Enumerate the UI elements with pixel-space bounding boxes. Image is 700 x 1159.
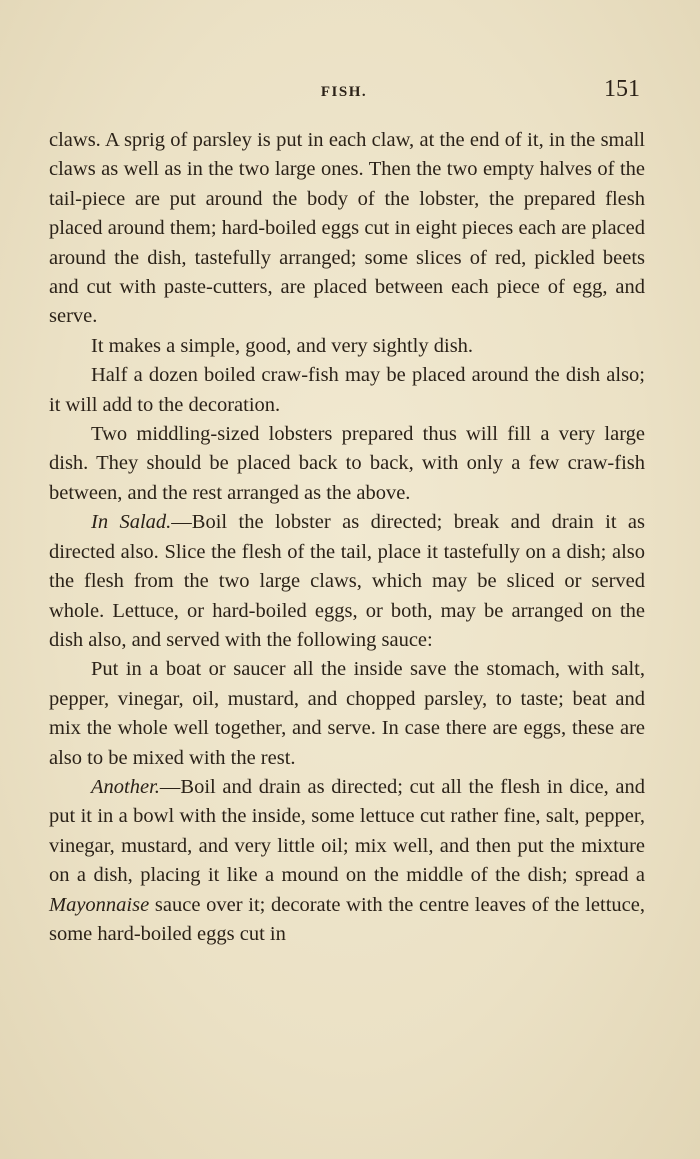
paragraph-another [49,773,645,949]
paragraph [49,361,645,420]
paragraph-text: Two middling-sized lobsters prepared thus will fill a very large dish. They should be placed back to back, with only a few craw-fish between, and the rest arranged as the above. [49,423,645,504]
page-header [48,76,640,110]
paragraph [49,655,645,773]
paragraph-text: It makes a simple, good, and very sightly dish. [91,334,474,357]
paragraph [49,332,645,361]
section-lead-another: Another. [91,775,160,798]
paragraph-text: sauce over it; decorate with the centre leaves of the lettuce, some hard-boiled eggs cut in [49,893,645,945]
mayonnaise-italic: Mayonnaise [49,893,150,916]
paragraph-text: Put in a boat or saucer all the inside save the stomach, with salt, pepper, vinegar, oil, mustard, and chopped parsley, to taste; beat and mix the whole well together, and serve. In case there are eggs, these are also to be mixed with the rest. [49,658,645,769]
page-number: 151 [604,76,640,102]
paragraph-text: claws. A sprig of parsley is put in each claw, at the end of it, in the small claws as well as in the two large ones. Then the two empty halves of the tail-piece are put around the body of the lobster, the prepared flesh placed around them; hard-boiled eggs cut in eight pieces each are placed around the dish, tastefully arranged; some slices of red, pickled beets and cut with paste-cutters, are placed between each piece of egg, and serve. [49,129,645,328]
section-lead-in-salad: In Salad. [91,511,172,534]
paragraph-continued [49,126,645,332]
paragraph-text: —Boil and drain as directed; cut all the flesh in dice, and put it in a bowl with the inside, some lettuce cut rather fine, salt, pepper, vinegar, mustard, and very little oil; mix well, and then put the mixture on a dish, placing it like a mound on the middle of the dish; spread a [49,775,645,887]
paragraph-text: Half a dozen boiled craw-fish may be placed around the dish also; it will add to the decoration. [49,364,645,416]
paragraph-text: —Boil the lobster as directed; break and drain it as directed also. Slice the flesh of the tail, place it tastefully on a dish; also the flesh from the two large claws, which may be sliced or served whole. Lettuce, or hard-boiled eggs, or both, may be arranged on the dish also, and served with the following sauce: [49,511,645,651]
paragraph [49,420,645,508]
body-text [49,126,645,949]
paragraph-in-salad [49,508,645,655]
running-title: FISH. [320,84,368,100]
